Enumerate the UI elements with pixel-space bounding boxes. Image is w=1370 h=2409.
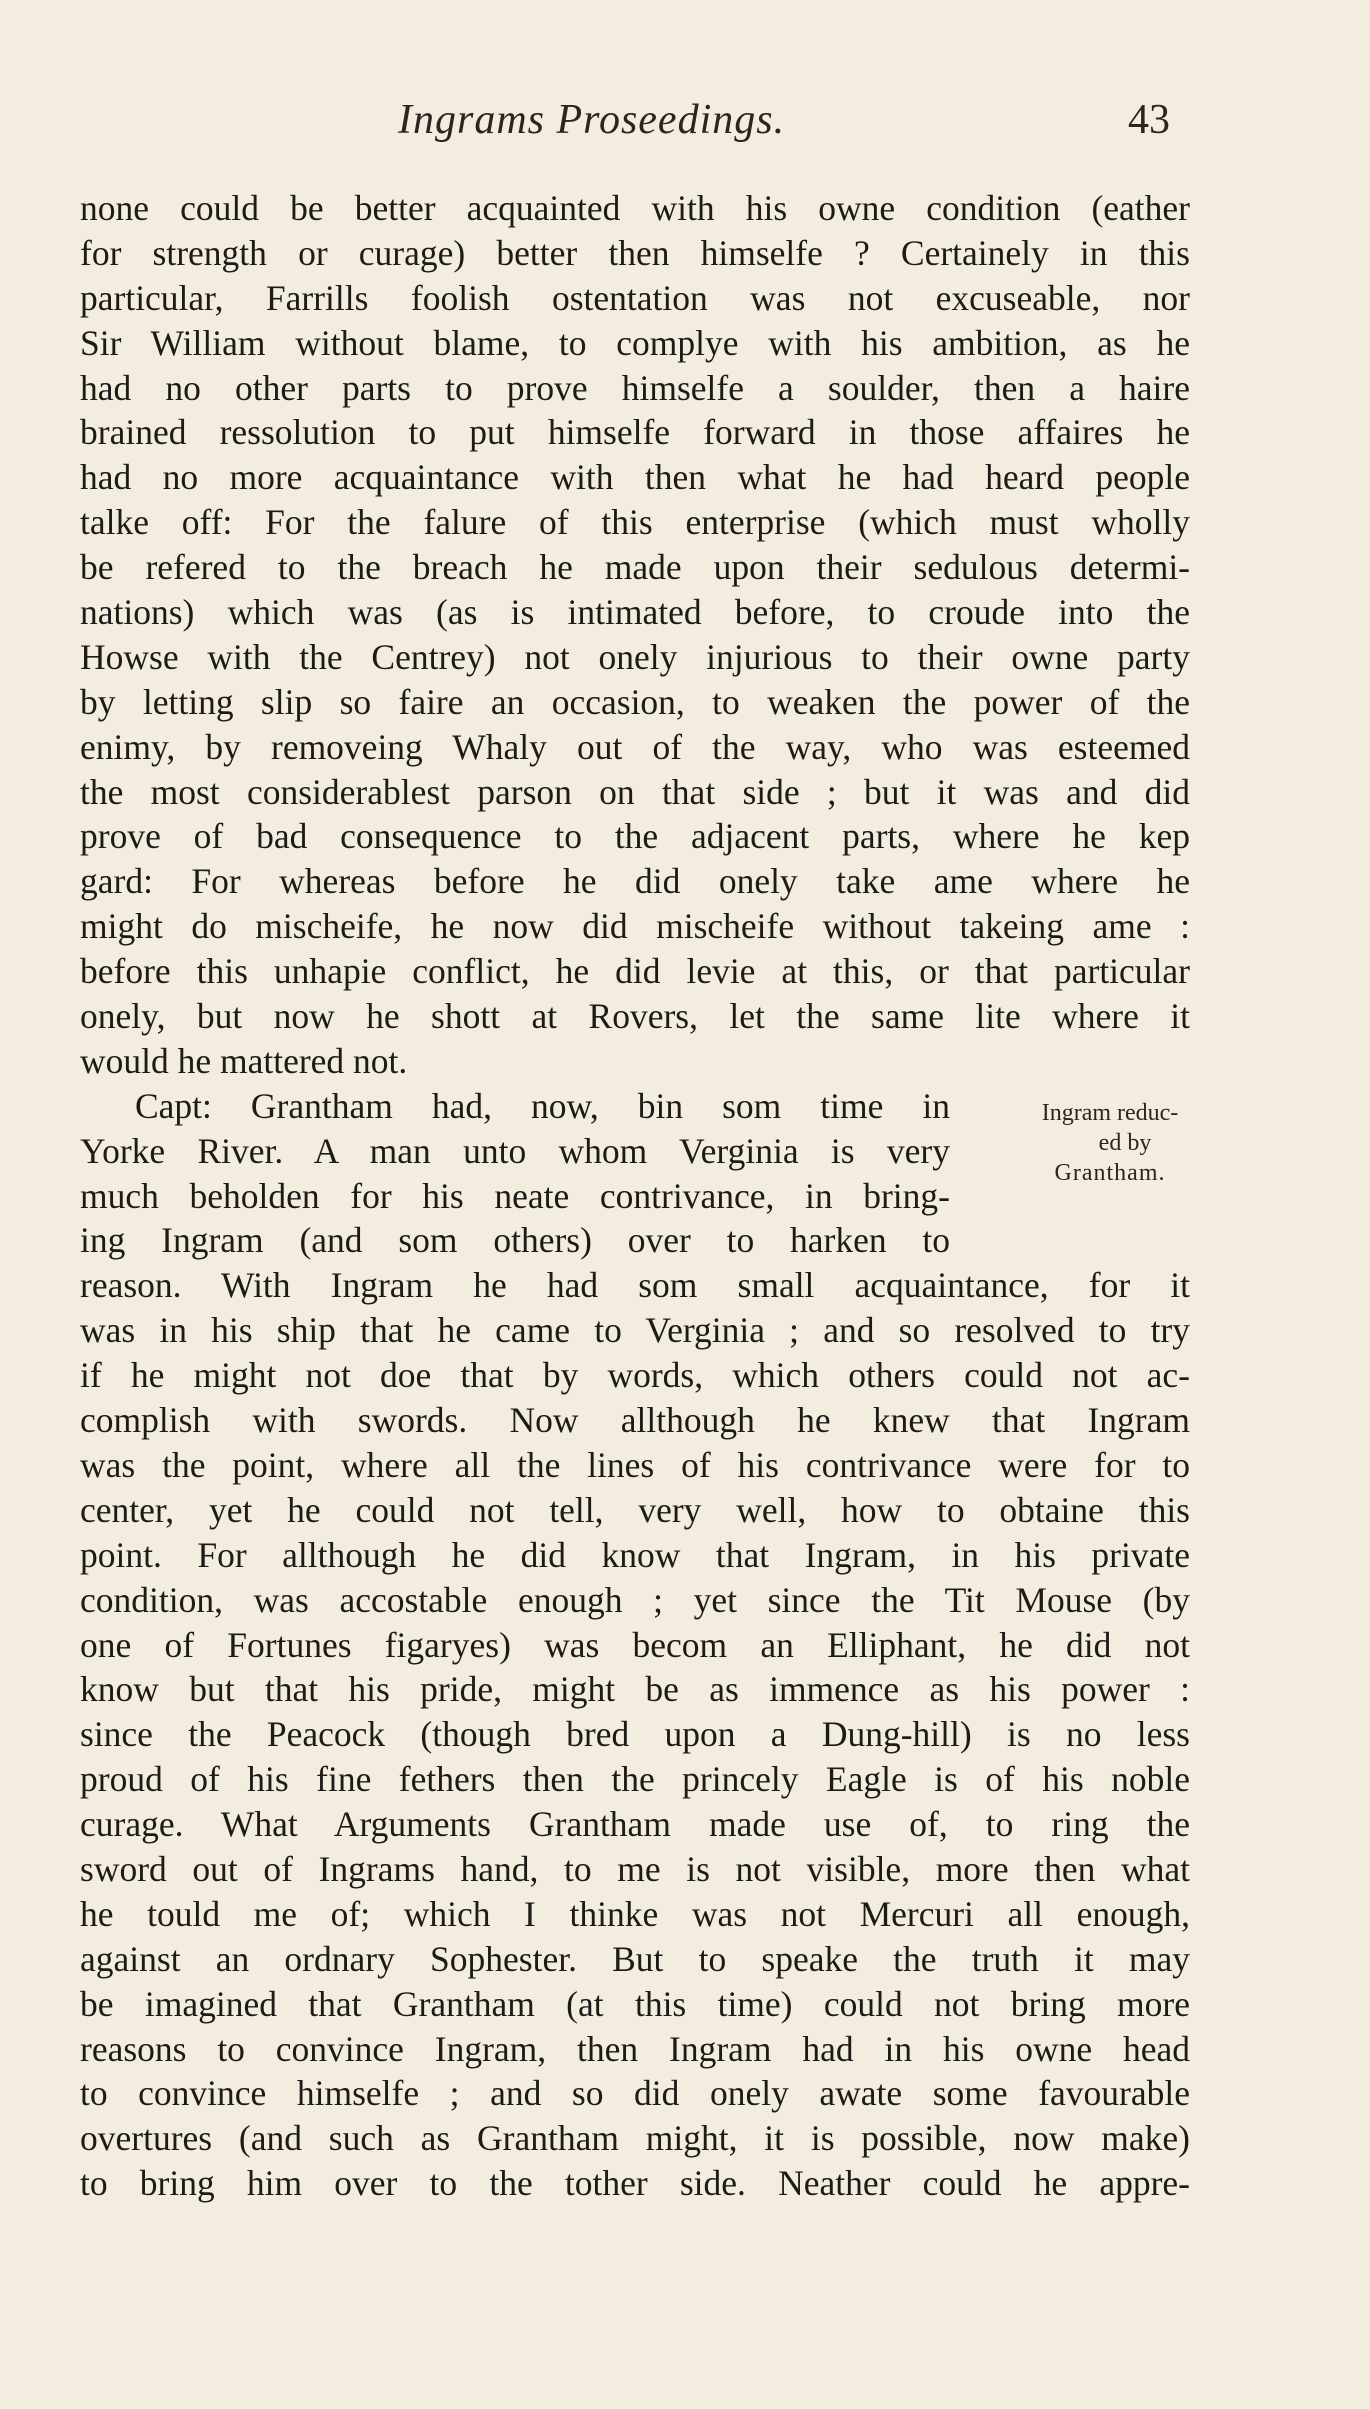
text-line: prove of bad consequence to the adjacent parts, where he kep [80,816,1190,857]
text-line: was in his ship that he came to Verginia ; and so resolved to try [80,1310,1190,1351]
text-line: overtures (and such as Grantham might, it is possible, now make) [80,2118,1190,2159]
text-line: by letting slip so faire an occasion, to weaken the power of the [80,681,1190,722]
text-line: ing Ingram (and som others) over to harken to [80,1220,950,1261]
text-line: sword out of Ingrams hand, to me is not visible, more then what [80,1848,1190,1889]
text-line: reasons to convince Ingram, then Ingram had in his owne head [80,2028,1190,2069]
text-line: might do mischeife, he now did mischeife without takeing ame : [80,906,1190,947]
text-line: had no more acquaintance with then what he had heard people [80,457,1190,498]
margin-sidenote [985,1098,1235,1188]
text-line: the most considerablest parson on that side ; but it was and did [80,771,1190,812]
text-line: to bring him over to the tother side. Neather could he appre- [80,2163,1190,2204]
text-line: talke off: For the falure of this enterprise (which must wholly [80,502,1190,543]
text-line: one of Fortunes figaryes) was becom an Elliphant, he did not [80,1624,1190,1665]
body-text [80,186,1190,2206]
text-line: since the Peacock (though bred upon a Dung-hill) is no less [80,1714,1190,1755]
text-line: know but that his pride, might be as immence as his power : [80,1669,1190,1710]
text-line: enimy, by removeing Whaly out of the way, who was esteemed [80,726,1190,767]
text-line: Howse with the Centrey) not onely injurious to their owne party [80,636,1190,677]
text-line: was the point, where all the lines of his contrivance were for to [80,1444,1190,1485]
text-line-paragraph-start: Capt: Grantham had, now, bin som time in [135,1085,950,1126]
text-line: center, yet he could not tell, very well, how to obtaine this [80,1489,1190,1530]
text-line: nations) which was (as is intimated before, to croude into the [80,592,1190,633]
page-number: 43 [1128,97,1170,143]
text-line: gard: For whereas before he did onely take ame where he [80,861,1190,902]
text-line: for strength or curage) better then himselfe ? Certainely in this [80,232,1190,273]
text-line: reason. With Ingram he had som small acquaintance, for it [80,1265,1190,1306]
text-line: curage. What Arguments Grantham made use of, to ring the [80,1804,1190,1845]
text-line: if he might not doe that by words, which others could not ac- [80,1355,1190,1396]
text-line: particular, Farrills foolish ostentation was not excuseable, nor [80,277,1190,318]
text-line: had no other parts to prove himselfe a soulder, then a haire [80,367,1190,408]
text-line: proud of his fine fethers then the princely Eagle is of his noble [80,1759,1190,1800]
text-line: onely, but now he shott at Rovers, let the same lite where it [80,996,1190,1037]
text-line: before this unhapie conflict, he did levie at this, or that particular [80,951,1190,992]
text-line: Yorke River. A man unto whom Verginia is very [80,1130,950,1171]
text-line: be imagined that Grantham (at this time) could not bring more [80,1983,1190,2024]
sidenote-line: ed by [1098,1130,1152,1156]
text-line: brained ressolution to put himselfe forward in those affaires he [80,412,1190,453]
text-line: condition, was accostable enough ; yet since the Tit Mouse (by [80,1579,1190,1620]
running-title: Ingrams Proseedings. [398,97,786,143]
text-line: be refered to the breach he made upon their sedulous determi- [80,547,1190,588]
text-line: against an ordnary Sophester. But to speake the truth it may [80,1938,1190,1979]
text-line: complish with swords. Now allthough he knew that Ingram [80,1400,1190,1441]
text-line: Sir William without blame, to complye with his ambition, as he [80,322,1190,363]
text-line: to convince himselfe ; and so did onely awate some favourable [80,2073,1190,2114]
text-line: none could be better acquainted with his owne condition (eather [80,188,1190,228]
running-head [0,96,1370,156]
text-line: point. For allthough he did know that Ingram, in his private [80,1534,1190,1575]
text-line: he tould me of; which I thinke was not Mercuri all enough, [80,1893,1190,1934]
sidenote-line: Ingram reduc- [1041,1100,1179,1126]
text-line: would he mattered not. [80,1040,408,1081]
text-line: much beholden for his neate contrivance, in bring- [80,1175,950,1216]
sidenote-line: Grantham. [1054,1160,1166,1186]
